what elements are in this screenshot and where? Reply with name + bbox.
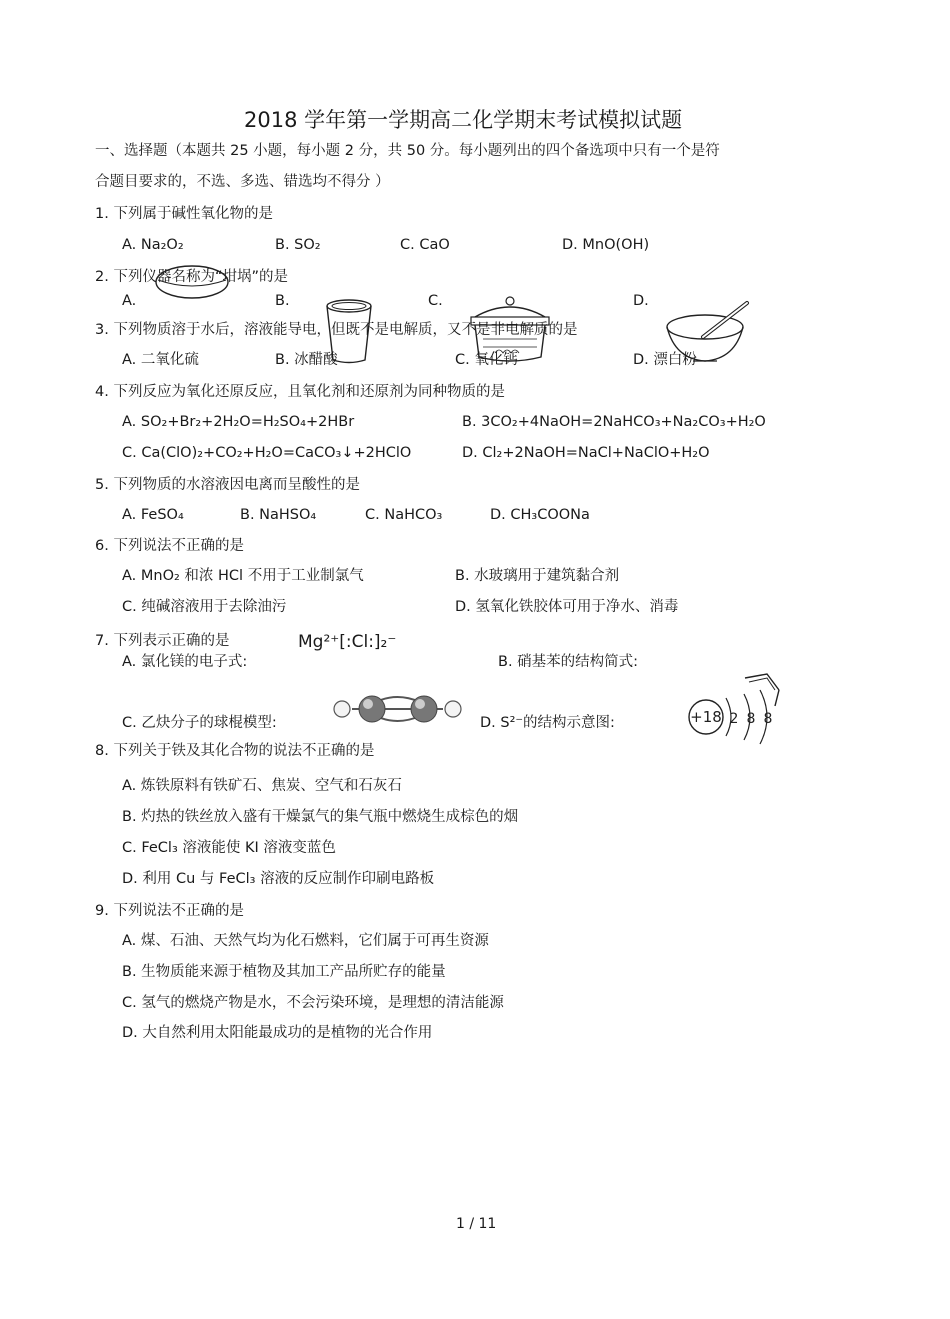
question-9-option-c: C. 氢气的燃烧产物是水，不会污染环境，是理想的清洁能源: [122, 995, 504, 1011]
mgcl2-electron-formula: Mg²⁺[:Cl:]₂⁻: [298, 632, 397, 652]
question-3-option-d: D. 漂白粉: [633, 352, 697, 368]
question-1-option-b: B. SO₂: [275, 237, 321, 253]
question-1-option-d: D. MnO(OH): [562, 237, 650, 253]
section-header-line1: 一、选择题（本题共 25 小题，每小题 2 分，共 50 分。每小题列出的四个备选项中只有一个是符: [95, 143, 720, 159]
question-7-stem: 7. 下列表示正确的是: [95, 633, 230, 649]
question-1-option-a: A. Na₂O₂: [122, 237, 184, 253]
question-2-option-d: D.: [633, 293, 649, 309]
page-number: 1 / 11: [456, 1216, 497, 1232]
question-7-option-c: C. 乙炔分子的球棍模型:: [122, 715, 277, 731]
page-title: 2018 学年第一学期高二化学期末考试模拟试题: [244, 108, 683, 132]
evaporating-dish-image: [152, 262, 232, 304]
question-5-stem: 5. 下列物质的水溶液因电离而呈酸性的是: [95, 477, 360, 493]
question-9-option-a: A. 煤、石油、天然气均为化石燃料，它们属于可再生资源: [122, 933, 489, 949]
nitrobenzene-structure-image: [735, 668, 785, 708]
question-5-option-d: D. CH₃COONa: [490, 507, 590, 523]
question-6-option-a: A. MnO₂ 和浓 HCl 不用于工业制氯气: [122, 568, 364, 584]
s2-shell-2: 8: [746, 711, 756, 727]
section-header-line2: 合题目要求的，不选、多选、错选均不得分 ）: [95, 174, 390, 190]
question-3-stem: 3. 下列物质溶于水后，溶液能导电，但既不是电解质，又不是非电解质的是: [95, 322, 578, 338]
question-3-option-c: C. 氧化钙: [455, 352, 518, 368]
question-4-option-a: A. SO₂+Br₂+2H₂O=H₂SO₄+2HBr: [122, 414, 355, 430]
question-6-option-b: B. 水玻璃用于建筑黏合剂: [455, 568, 620, 584]
question-1-stem: 1. 下列属于碱性氧化物的是: [95, 206, 273, 222]
question-2-stem: 2. 下列仪器名称为“坩埚”的是: [95, 269, 288, 285]
question-5-option-a: A. FeSO₄: [122, 507, 184, 523]
question-5-option-b: B. NaHSO₄: [240, 507, 317, 523]
question-4-option-d: D. Cl₂+2NaOH=NaCl+NaClO+H₂O: [462, 445, 710, 461]
question-3-option-b: B. 冰醋酸: [275, 352, 338, 368]
question-3-option-a: A. 二氧化硫: [122, 352, 199, 368]
question-8-option-d: D. 利用 Cu 与 FeCl₃ 溶液的反应制作印刷电路板: [122, 871, 435, 887]
question-1-option-c: C. CaO: [400, 237, 450, 253]
question-8-option-c: C. FeCl₃ 溶液能使 KI 溶液变蓝色: [122, 840, 336, 856]
question-2-option-a: A.: [122, 293, 137, 309]
question-2-option-c: C.: [428, 293, 443, 309]
question-9-stem: 9. 下列说法不正确的是: [95, 903, 244, 919]
question-7-option-a: A. 氯化镁的电子式:: [122, 654, 248, 670]
s2-shell-3: 8: [763, 711, 773, 727]
question-6-option-d: D. 氢氧化铁胶体可用于净水、消毒: [455, 599, 679, 615]
question-8-option-b: B. 灼热的铁丝放入盛有干燥氯气的集气瓶中燃烧生成棕色的烟: [122, 809, 519, 825]
question-4-option-c: C. Ca(ClO)₂+CO₂+H₂O=CaCO₃↓+2HClO: [122, 445, 412, 461]
question-6-option-c: C. 纯碱溶液用于去除油污: [122, 599, 287, 615]
s2-shell-1: 2: [729, 711, 739, 727]
question-4-stem: 4. 下列反应为氧化还原反应，且氧化剂和还原剂为同种物质的是: [95, 384, 505, 400]
question-4-option-b: B. 3CO₂+4NaOH=2NaHCO₃+Na₂CO₃+H₂O: [462, 414, 766, 430]
question-8-stem: 8. 下列关于铁及其化合物的说法不正确的是: [95, 743, 375, 759]
question-9-option-b: B. 生物质能来源于植物及其加工产品所贮存的能量: [122, 964, 446, 980]
question-5-option-c: C. NaHCO₃: [365, 507, 443, 523]
question-7-option-d: D. S²⁻的结构示意图:: [480, 715, 615, 731]
question-9-option-d: D. 大自然利用太阳能最成功的是植物的光合作用: [122, 1025, 433, 1041]
question-7-option-b: B. 硝基苯的结构简式:: [498, 654, 639, 670]
question-6-stem: 6. 下列说法不正确的是: [95, 538, 244, 554]
acetylene-ball-stick-model: [330, 688, 465, 730]
s2-nucleus-charge: +18: [690, 708, 722, 726]
question-2-option-b: B.: [275, 293, 290, 309]
question-8-option-a: A. 炼铁原料有铁矿石、焦炭、空气和石灰石: [122, 778, 402, 794]
